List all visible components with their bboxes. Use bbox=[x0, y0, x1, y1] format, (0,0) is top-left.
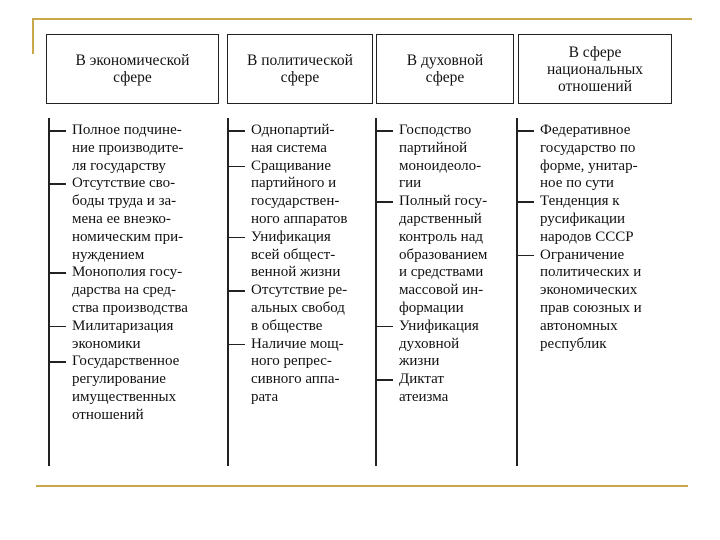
list-item-text: Отсутствие сво- боды труда и за- мена ее внеэко- номическим при- нуждением bbox=[72, 175, 184, 263]
dash-marker bbox=[229, 237, 245, 239]
list-item bbox=[518, 247, 674, 354]
dash-marker bbox=[50, 130, 66, 132]
frame-bottom-line bbox=[36, 485, 688, 487]
list-item bbox=[50, 318, 225, 354]
list-item bbox=[518, 122, 674, 193]
list-item bbox=[377, 318, 514, 371]
list-item-text: Господство партийной моноидеоло- гии bbox=[399, 122, 482, 192]
dash-marker bbox=[377, 379, 393, 381]
list-item-text: Наличие мощ- ного репрес- сивного аппа- рата bbox=[251, 335, 344, 405]
list-item-text: Полное подчине- ние производите- ля государству bbox=[72, 122, 184, 174]
list-item-text: Сращивание партийного и государствен- ного аппаратов bbox=[251, 157, 348, 227]
list-item bbox=[377, 193, 514, 318]
list-item bbox=[50, 122, 225, 175]
list-item-text: Отсутствие ре- альных свобод в обществе bbox=[251, 282, 348, 334]
list-item bbox=[50, 264, 225, 317]
header-political: В политической сфере bbox=[227, 34, 373, 104]
column-national bbox=[518, 122, 674, 353]
list-item bbox=[229, 336, 373, 407]
frame-top-line bbox=[32, 18, 692, 20]
dash-marker bbox=[377, 326, 393, 328]
list-item bbox=[518, 193, 674, 246]
dash-marker bbox=[518, 130, 534, 132]
dash-marker bbox=[229, 290, 245, 292]
dash-marker bbox=[50, 183, 66, 185]
dash-marker bbox=[50, 326, 66, 328]
list-item-text: Однопартий- ная система bbox=[251, 122, 335, 156]
list-item-text: Унификация всей общест- венной жизни bbox=[251, 228, 341, 281]
list-item-text: Полный госу- дарственный контроль над образованием и средствами массовой ин- формации bbox=[399, 193, 488, 316]
header-spiritual: В духовной сфере bbox=[376, 34, 514, 104]
list-item bbox=[50, 175, 225, 264]
comparison-table bbox=[46, 34, 674, 466]
list-item-text: Тенденция к русификации народов СССР bbox=[540, 193, 634, 245]
header-national: В сфере национальных отношений bbox=[518, 34, 672, 104]
frame-left-line bbox=[32, 18, 34, 54]
list-item-text: Государственное регулирование имущественных отношений bbox=[72, 353, 180, 423]
list-item-text: Милитаризация экономики bbox=[72, 317, 174, 352]
list-item-text: Монополия госу- дарства на сред- ства производства bbox=[72, 264, 188, 316]
list-item-text: Диктат атеизма bbox=[399, 371, 449, 405]
dash-marker bbox=[377, 130, 393, 132]
list-item-text: Унификация духовной жизни bbox=[399, 317, 479, 370]
list-item bbox=[229, 229, 373, 282]
list-item-text: Ограничение политических и экономических прав союзных и автономных республик bbox=[540, 246, 642, 352]
list-item bbox=[50, 353, 225, 424]
list-item bbox=[229, 158, 373, 229]
dash-marker bbox=[50, 272, 66, 274]
list-item bbox=[229, 122, 373, 158]
dash-marker bbox=[50, 361, 66, 363]
dash-marker bbox=[518, 201, 534, 203]
dash-marker bbox=[229, 344, 245, 346]
column-economic bbox=[50, 122, 225, 425]
list-item bbox=[377, 122, 514, 193]
header-economic: В экономической сфере bbox=[46, 34, 219, 104]
dash-marker bbox=[229, 130, 245, 132]
list-item-text: Федеративное государство по форме, унитар- ное по сути bbox=[540, 122, 638, 192]
list-item bbox=[229, 282, 373, 335]
column-political bbox=[229, 122, 373, 407]
list-item bbox=[377, 371, 514, 407]
dash-marker bbox=[377, 201, 393, 203]
dash-marker bbox=[229, 166, 245, 168]
column-spiritual bbox=[377, 122, 514, 407]
dash-marker bbox=[518, 255, 534, 257]
